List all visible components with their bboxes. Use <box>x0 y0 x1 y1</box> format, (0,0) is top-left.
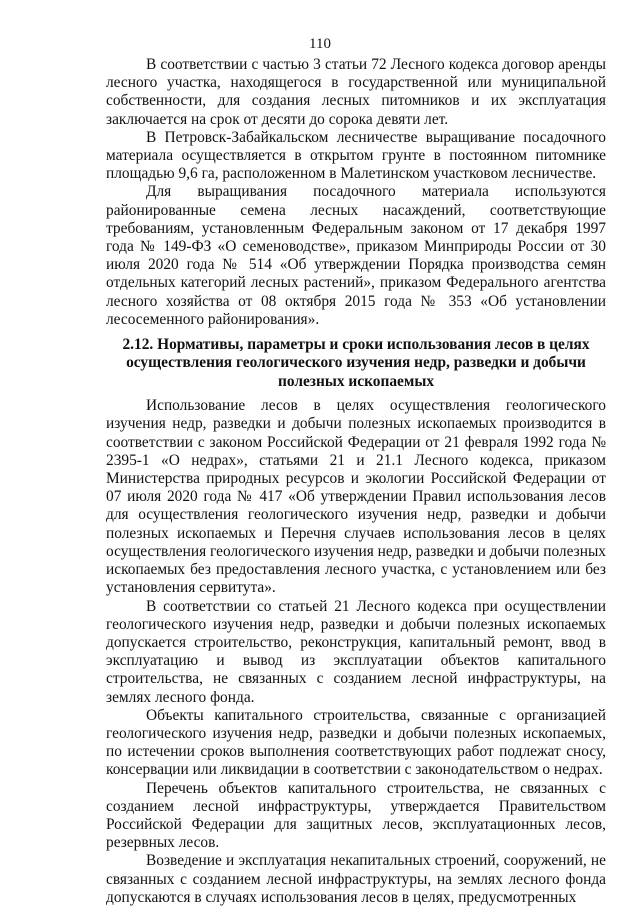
page-number: 110 <box>309 36 331 52</box>
section-heading: 2.12. Нормативы, параметры и сроки использования лесов в целях осуществления геологического изучения недр, разведки и добычи полезных ископаемых <box>122 336 590 390</box>
paragraph-noncapital: Возведение и эксплуатация некапитальных строений, сооружений, не связанных с созданием лесной инфраструктуры, на землях лесного фонда допускаются в случаях использования лесов в целях, предусмотренных <box>106 852 606 906</box>
document-body <box>106 56 606 907</box>
paragraph-capital-objects: Объекты капитального строительства, связанные с организацией геологического изучения недр, разведки и добычи полезных ископаемых, по истечении сроков выполнения соответствующих работ подлежат сносу, консервации или ликвидации в соответствии с законодательством о недрах. <box>106 706 606 779</box>
paragraph-seeds: Для выращивания посадочного материала используются районированные семена лесных насаждений, соответствующие требованиям, установленным Федеральным законом от 17 декабря 1997 года № 149-ФЗ «О семеноводстве», приказом Минприроды России от 30 июля 2020 года № 514 «Об утверждении Порядка производства семян отдельных категорий лесных растений», приказом Федерального агентства лесного хозяйства от 08 октября 2015 года № 353 «Об установлении лесосеменного районирования». <box>106 183 606 328</box>
paragraph-lease-term: В соответствии с частью 3 статьи 72 Лесного кодекса договор аренды лесного участка, находящегося в государственной или муниципальной собственности, для создания лесных питомников и их эксплуатация заключается на срок от десяти до сорока девяти лет. <box>106 56 606 128</box>
paragraph-subsoil-use: Использование лесов в целях осуществления геологического изучения недр, разведки и добычи полезных ископаемых производится в соответствии с законом Российской Федерации от 21 февраля 1992 года № 2395-1 «О недрах», статьями 21 и 21.1 Лесного кодекса, приказом Министерства природных ресурсов и экологии Российской Федерации от 07 июля 2020 года № 417 «Об утверждении Правил использования лесов для осуществления геологического изучения недр, разведки и добычи полезных ископаемых и Перечня случаев использования лесов в целях осуществления геологического изучения недр, разведки и добычи полезных ископаемых без предоставления лесного участка, с установлением или без установления сервитута». <box>106 397 606 597</box>
paragraph-nursery: В Петровск-Забайкальском лесничестве выращивание посадочного материала осуществляется в открытом грунте в постоянном питомнике площадью 9,6 га, расположенном в Малетинском участковом лесничестве. <box>106 128 606 183</box>
paragraph-objects-list: Перечень объектов капитального строительства, не связанных с созданием лесной инфраструктуры, утверждается Правительством Российской Федерации для защитных лесов, эксплуатационных лесов, резервных лесов. <box>106 779 606 852</box>
paragraph-article-21: В соответствии со статьей 21 Лесного кодекса при осуществлении геологического изучения недр, разведки и добычи полезных ископаемых допускается строительство, реконструкция, капитальный ремонт, ввод в эксплуатацию и вывод из эксплуатации объектов капитального строительства, не связанных с созданием лесной инфраструктуры, на землях лесного фонда. <box>106 597 606 706</box>
